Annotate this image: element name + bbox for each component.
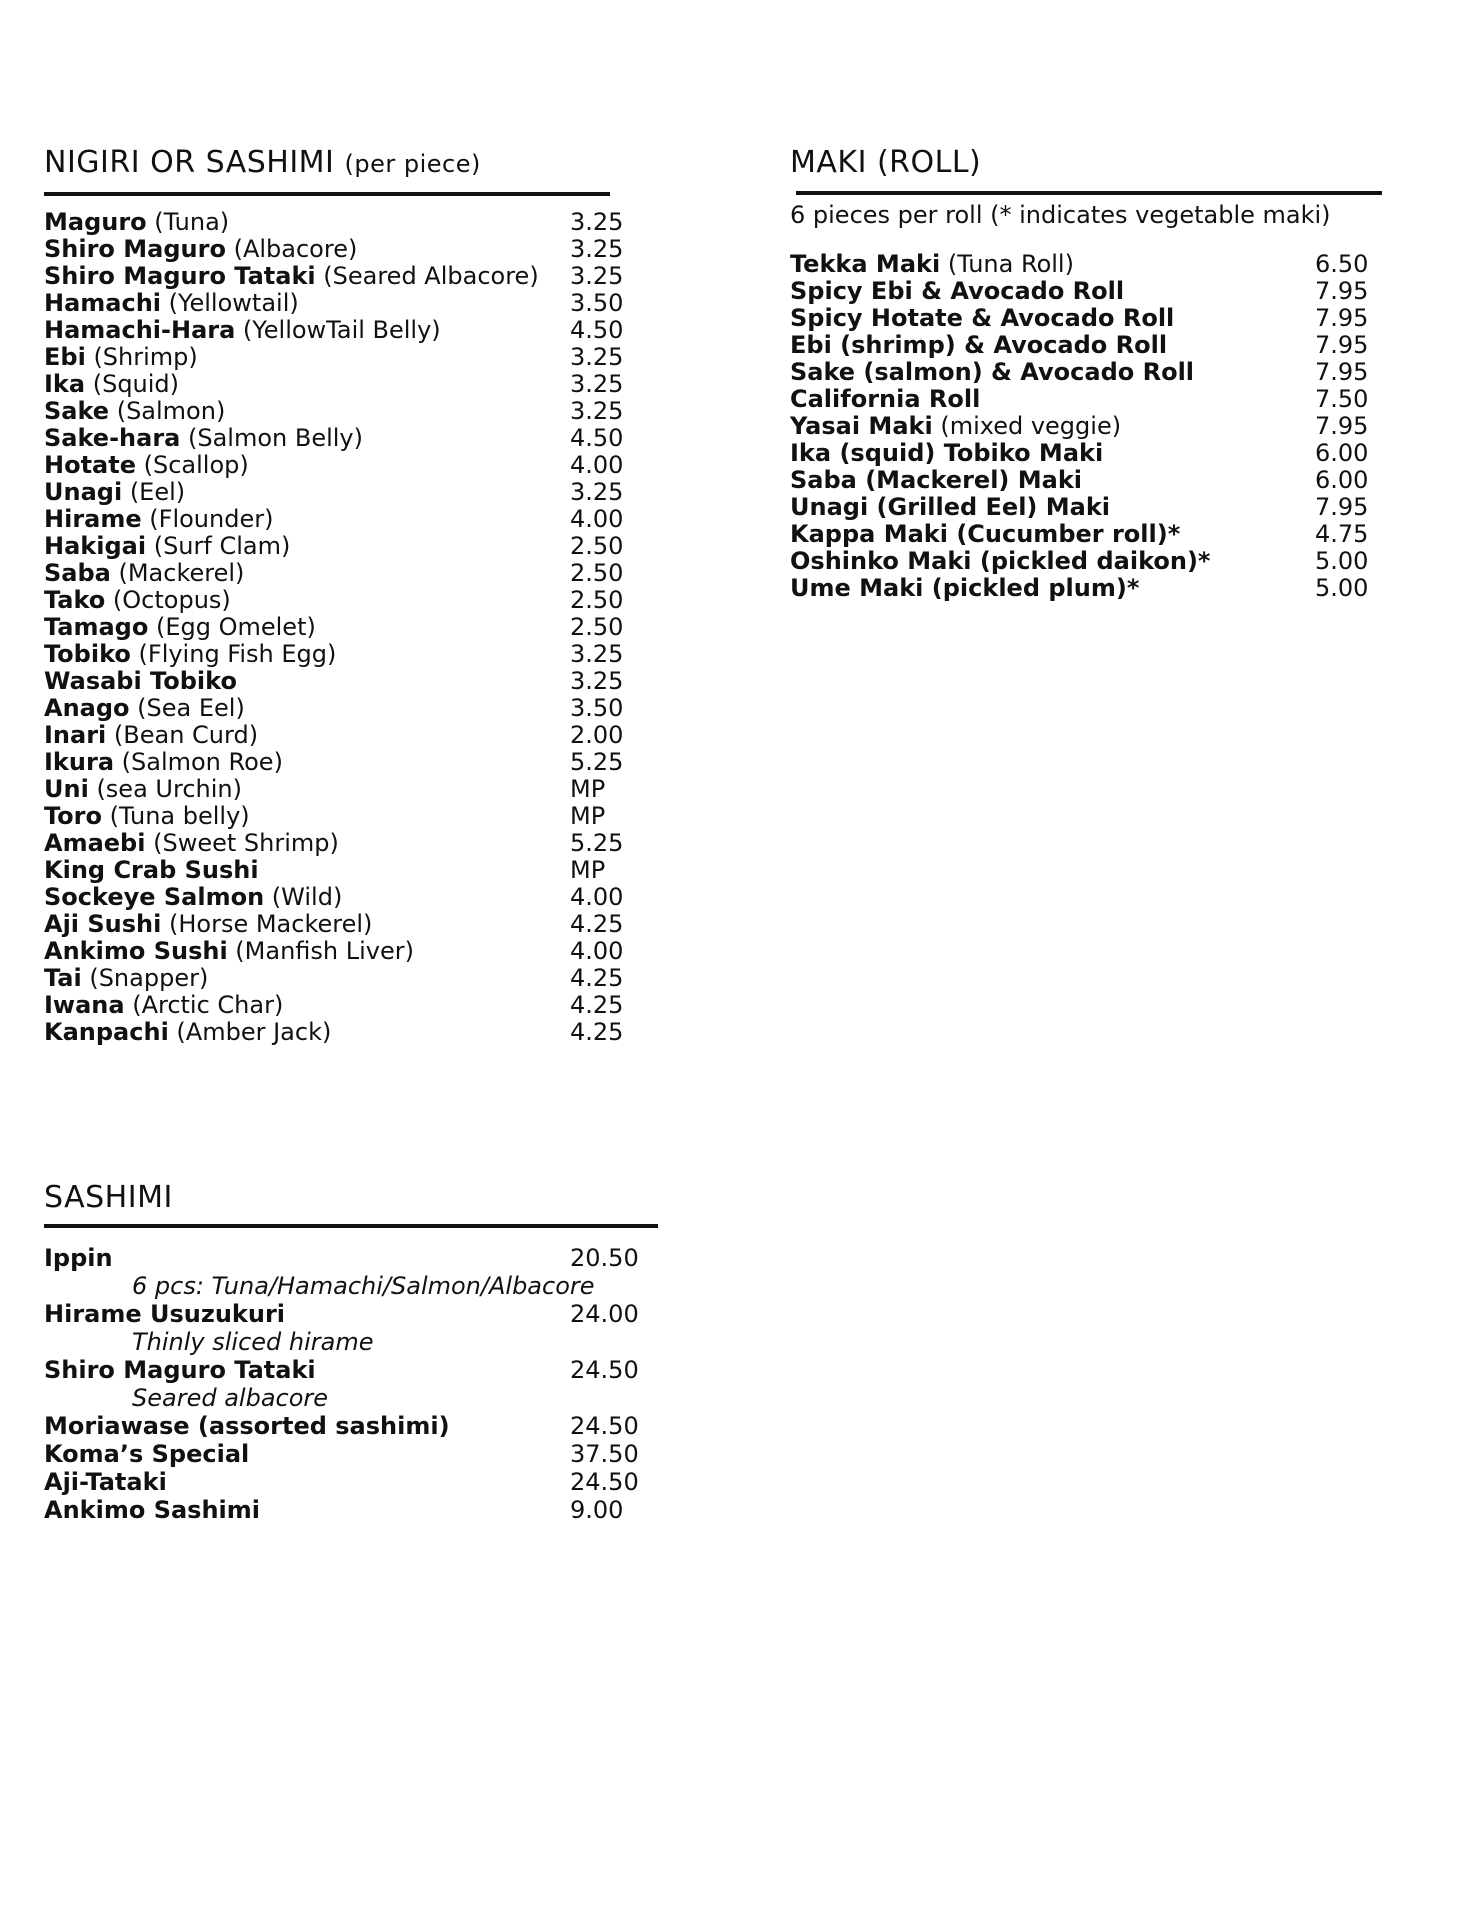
item-description: (Salmon) xyxy=(109,397,226,425)
item-description: (Tuna) xyxy=(146,208,230,236)
menu-item xyxy=(790,521,1410,548)
item-description: (Eel) xyxy=(122,478,186,506)
item-price: MP xyxy=(570,856,606,884)
item-description: (Sweet Shrimp) xyxy=(145,829,339,857)
item-name: Ika (squid) Tobiko Maki xyxy=(790,439,1104,467)
item-price: 3.50 xyxy=(570,289,624,317)
item-name: Sake-hara xyxy=(44,424,181,452)
item-price: 7.95 xyxy=(1315,358,1369,386)
menu-item xyxy=(790,251,1410,278)
item-name: Saba (Mackerel) Maki xyxy=(790,466,1083,494)
item-price: 9.00 xyxy=(570,1496,624,1524)
item-name: Hirame xyxy=(44,505,142,533)
item-price: 2.00 xyxy=(570,721,624,749)
menu-item xyxy=(44,857,614,884)
item-price: 24.50 xyxy=(570,1356,639,1384)
menu-item xyxy=(44,343,624,371)
item-price: 2.50 xyxy=(570,559,624,587)
menu-item xyxy=(790,278,1410,305)
item-price: 5.25 xyxy=(570,829,624,857)
item-price: 7.95 xyxy=(1315,277,1369,305)
item-name: Toro xyxy=(44,802,102,830)
menu-item xyxy=(44,829,624,857)
menu-item xyxy=(790,440,1410,467)
item-price: MP xyxy=(570,775,606,803)
item-description: (YellowTail Belly) xyxy=(235,316,441,344)
item-name: Tamago xyxy=(44,613,149,641)
item-name: Amaebi xyxy=(44,829,146,857)
item-name: King Crab Sushi xyxy=(44,856,259,884)
nigiri-title-text: NIGIRI OR SASHIMI xyxy=(44,145,335,180)
item-name: Koma’s Special xyxy=(44,1440,250,1468)
item-description: (Arctic Char) xyxy=(124,991,284,1019)
item-price: 5.25 xyxy=(570,748,624,776)
item-price: 7.95 xyxy=(1315,493,1369,521)
item-price: 3.25 xyxy=(570,640,624,668)
item-name: Saba xyxy=(44,559,111,587)
item-price: 7.95 xyxy=(1315,412,1369,440)
nigiri-divider xyxy=(44,192,610,196)
menu-item xyxy=(790,494,1410,521)
item-name: Ikura xyxy=(44,748,115,776)
item-name: Sake (salmon) & Avocado Roll xyxy=(790,358,1195,386)
item-price: 6.50 xyxy=(1315,250,1369,278)
item-price: 3.25 xyxy=(570,235,624,263)
menu-item xyxy=(44,613,624,641)
item-price: 4.50 xyxy=(570,424,624,452)
item-price: 4.75 xyxy=(1315,520,1369,548)
item-price: 24.50 xyxy=(570,1468,639,1496)
item-price: 4.25 xyxy=(570,964,624,992)
menu-item xyxy=(44,1018,624,1046)
menu-item xyxy=(790,386,1410,413)
menu-item xyxy=(790,305,1410,332)
item-name: Inari xyxy=(44,721,107,749)
item-name: Tekka Maki xyxy=(790,250,941,278)
menu-item xyxy=(44,776,614,803)
item-price: 4.25 xyxy=(570,910,624,938)
menu-item xyxy=(44,235,624,263)
menu-item xyxy=(44,208,624,236)
item-name: Aji Sushi xyxy=(44,910,162,938)
item-price: 4.00 xyxy=(570,451,624,479)
item-price: 4.00 xyxy=(570,505,624,533)
item-name: Tobiko xyxy=(44,640,131,668)
item-description: (Albacore) xyxy=(225,235,358,263)
maki-list xyxy=(790,251,1410,602)
item-price: 5.00 xyxy=(1315,574,1369,602)
nigiri-list xyxy=(44,208,624,1046)
item-description: (Tuna Roll) xyxy=(940,250,1074,278)
item-description: (Shrimp) xyxy=(85,343,198,371)
item-price: 5.00 xyxy=(1315,547,1369,575)
menu-item xyxy=(44,370,624,398)
item-name: Yasai Maki xyxy=(790,412,933,440)
maki-title: MAKI (ROLL) xyxy=(790,145,982,180)
item-name: Hotate xyxy=(44,451,136,479)
item-description: (mixed veggie) xyxy=(932,412,1122,440)
item-name: Wasabi Tobiko xyxy=(44,667,237,695)
maki-section xyxy=(790,145,1410,602)
sashimi-section xyxy=(44,1180,664,1524)
menu-item xyxy=(44,262,624,290)
maki-subtitle: 6 pieces per roll (* indicates vegetable maki) xyxy=(790,201,1331,229)
item-price: 3.25 xyxy=(570,667,624,695)
item-name: Ebi xyxy=(44,343,86,371)
menu-item xyxy=(44,1300,664,1328)
menu-item xyxy=(44,478,624,506)
menu-item xyxy=(790,575,1410,602)
item-name: Ume Maki (pickled plum)* xyxy=(790,574,1140,602)
item-description: (Octopus) xyxy=(105,586,231,614)
item-price: 4.00 xyxy=(570,883,624,911)
item-price: 3.25 xyxy=(570,343,624,371)
item-name: Uni xyxy=(44,775,89,803)
item-name: Sake xyxy=(44,397,110,425)
item-price: 4.50 xyxy=(570,316,624,344)
menu-item xyxy=(44,910,624,938)
nigiri-title xyxy=(44,145,614,182)
sashimi-title: SASHIMI xyxy=(44,1180,173,1215)
item-name: Maguro xyxy=(44,208,147,236)
item-price: 2.50 xyxy=(570,613,624,641)
item-description: (Squid) xyxy=(85,370,180,398)
sashimi-divider xyxy=(44,1224,658,1228)
menu-item xyxy=(44,964,624,992)
item-description: (Seared Albacore) xyxy=(315,262,539,290)
item-note: Seared albacore xyxy=(132,1384,329,1412)
menu-item xyxy=(790,413,1410,440)
nigiri-section xyxy=(44,145,624,1046)
menu-item xyxy=(44,451,624,479)
menu-item xyxy=(44,991,624,1019)
item-name: Unagi (Grilled Eel) Maki xyxy=(790,493,1111,521)
item-price: 4.25 xyxy=(570,1018,624,1046)
item-description: (Wild) xyxy=(264,883,343,911)
item-name: Ippin xyxy=(44,1244,113,1272)
nigiri-subtitle: (per piece) xyxy=(344,150,481,178)
item-name: Sockeye Salmon xyxy=(44,883,265,911)
item-price: 4.25 xyxy=(570,991,624,1019)
item-description: (Sea Eel) xyxy=(129,694,245,722)
item-name: Shiro Maguro Tataki xyxy=(44,1356,316,1384)
item-description: (Flounder) xyxy=(141,505,274,533)
item-name: Shiro Maguro Tataki xyxy=(44,262,316,290)
menu-item xyxy=(44,803,614,830)
menu-item xyxy=(790,467,1410,494)
item-name: Hakigai xyxy=(44,532,147,560)
menu-item xyxy=(44,937,624,965)
item-name: Anago xyxy=(44,694,130,722)
item-price: 6.00 xyxy=(1315,439,1369,467)
item-price: 7.95 xyxy=(1315,304,1369,332)
menu-item xyxy=(44,667,624,695)
item-price: 3.50 xyxy=(570,694,624,722)
item-price: 2.50 xyxy=(570,586,624,614)
item-description: (Mackerel) xyxy=(110,559,245,587)
item-note: Thinly sliced hirame xyxy=(132,1328,374,1356)
menu-item xyxy=(790,332,1410,359)
item-description: (Bean Curd) xyxy=(106,721,259,749)
item-description: (Manfish Liver) xyxy=(227,937,414,965)
item-name: Moriawase (assorted sashimi) xyxy=(44,1412,450,1440)
menu-item xyxy=(790,548,1410,575)
item-price: 37.50 xyxy=(570,1440,639,1468)
item-name: Aji-Tataki xyxy=(44,1468,167,1496)
maki-divider xyxy=(796,191,1382,195)
menu-item xyxy=(44,1496,664,1524)
item-price: 7.95 xyxy=(1315,331,1369,359)
menu-item xyxy=(44,721,624,749)
item-name: Spicy Ebi & Avocado Roll xyxy=(790,277,1125,305)
item-description: (Flying Fish Egg) xyxy=(130,640,337,668)
menu-item xyxy=(44,316,624,344)
item-price: 7.50 xyxy=(1315,385,1369,413)
menu-item xyxy=(44,532,624,560)
item-price: 3.25 xyxy=(570,262,624,290)
menu-item xyxy=(44,559,624,587)
menu-item xyxy=(44,505,624,533)
menu-item xyxy=(44,883,624,911)
item-name: Iwana xyxy=(44,991,125,1019)
item-name: Spicy Hotate & Avocado Roll xyxy=(790,304,1175,332)
item-name: Hamachi xyxy=(44,289,162,317)
item-price: 24.50 xyxy=(570,1412,639,1440)
item-name: Hamachi-Hara xyxy=(44,316,236,344)
item-description: (Salmon Belly) xyxy=(180,424,363,452)
item-description: (Tuna belly) xyxy=(102,802,250,830)
item-name: Ankimo Sashimi xyxy=(44,1496,261,1524)
menu-item xyxy=(44,1356,664,1384)
item-name: Ankimo Sushi xyxy=(44,937,228,965)
menu-item xyxy=(44,1468,664,1496)
item-price: 6.00 xyxy=(1315,466,1369,494)
item-name: Tai xyxy=(44,964,82,992)
item-name: Oshinko Maki (pickled daikon)* xyxy=(790,547,1211,575)
item-name: Tako xyxy=(44,586,106,614)
item-name: Kappa Maki (Cucumber roll)* xyxy=(790,520,1181,548)
menu-item xyxy=(44,424,624,452)
item-note: 6 pcs: Tuna/Hamachi/Salmon/Albacore xyxy=(132,1272,595,1300)
item-price: 2.50 xyxy=(570,532,624,560)
item-name: Ebi (shrimp) & Avocado Roll xyxy=(790,331,1168,359)
item-name: Unagi xyxy=(44,478,123,506)
menu-item xyxy=(44,748,624,776)
item-description: (Scallop) xyxy=(136,451,249,479)
item-description: (Egg Omelet) xyxy=(148,613,316,641)
item-name: Kanpachi xyxy=(44,1018,169,1046)
item-price: 3.25 xyxy=(570,208,624,236)
item-name: Hirame Usuzukuri xyxy=(44,1300,286,1328)
item-name: Shiro Maguro xyxy=(44,235,226,263)
sashimi-list xyxy=(44,1244,664,1524)
menu-item xyxy=(790,359,1410,386)
menu-item xyxy=(44,397,624,425)
menu-item xyxy=(44,1440,664,1468)
item-description: (sea Urchin) xyxy=(88,775,242,803)
item-description: (Horse Mackerel) xyxy=(161,910,373,938)
menu-item xyxy=(44,640,624,668)
menu-item xyxy=(44,586,624,614)
item-name: California Roll xyxy=(790,385,981,413)
menu-item xyxy=(44,694,624,722)
item-description: (Amber Jack) xyxy=(168,1018,332,1046)
menu-item xyxy=(44,1244,664,1272)
item-description: (Snapper) xyxy=(81,964,209,992)
item-price: 3.25 xyxy=(570,370,624,398)
item-price: 20.50 xyxy=(570,1244,639,1272)
item-description: (Yellowtail) xyxy=(161,289,299,317)
item-price: 3.25 xyxy=(570,397,624,425)
item-description: (Surf Clam) xyxy=(146,532,291,560)
item-price: 4.00 xyxy=(570,937,624,965)
item-price: MP xyxy=(570,802,606,830)
item-name: Ika xyxy=(44,370,86,398)
item-price: 3.25 xyxy=(570,478,624,506)
menu-item xyxy=(44,289,624,317)
item-description: (Salmon Roe) xyxy=(114,748,283,776)
menu-item xyxy=(44,1412,664,1440)
item-price: 24.00 xyxy=(570,1300,639,1328)
